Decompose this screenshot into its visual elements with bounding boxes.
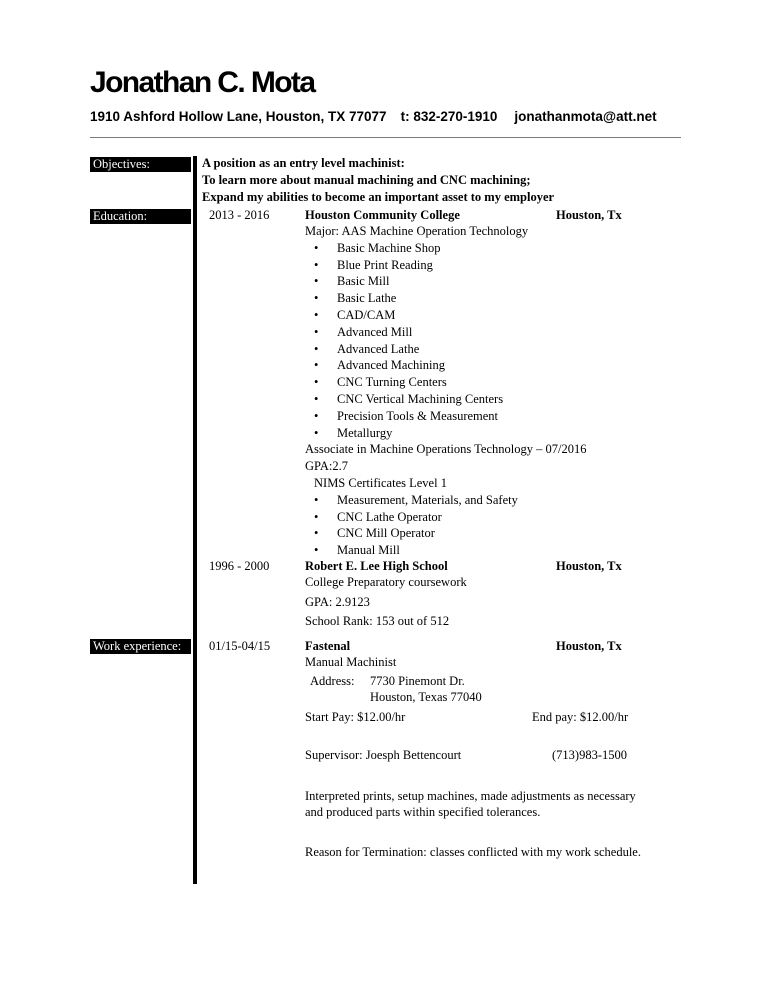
work-experience-label: Work experience:: [90, 639, 191, 654]
nims-list: [305, 492, 725, 559]
start-pay: Start Pay: $12.00/hr: [305, 710, 406, 724]
hcc-dates: 2013 - 2016: [209, 208, 270, 222]
section-vertical-rule: [193, 156, 197, 884]
duties-line: and produced parts within specified tolerances.: [305, 805, 541, 819]
course-item: • Basic Lathe: [305, 290, 725, 307]
applicant-name: Jonathan C. Mota: [90, 66, 315, 99]
nims-title: NIMS Certificates Level 1: [314, 475, 447, 490]
lee-school: Robert E. Lee High School: [305, 559, 448, 573]
course-item: • Basic Machine Shop: [305, 240, 725, 257]
course-item: • Metallurgy: [305, 425, 725, 442]
header-divider: [90, 137, 681, 138]
lee-rank: School Rank: 153 out of 512: [305, 614, 450, 628]
hcc-degree: Associate in Machine Operations Technology – 07/2016: [305, 442, 587, 457]
hcc-school: Houston Community College: [305, 208, 460, 222]
end-pay: End pay: $12.00/hr: [532, 710, 629, 724]
course-list: [305, 240, 725, 442]
work-address-label: Address:: [310, 674, 355, 688]
objectives-block: [202, 155, 554, 205]
nims-item: • Measurement, Materials, and Safety: [305, 492, 725, 509]
lee-location: Houston, Tx: [556, 559, 622, 573]
nims-item: • CNC Mill Operator: [305, 525, 725, 542]
lee-course: College Preparatory coursework: [305, 575, 467, 589]
course-item: • Advanced Lathe: [305, 341, 725, 358]
hcc-location: Houston, Tx: [556, 208, 622, 222]
email-text: jonathanmota@att.net: [514, 109, 657, 124]
work-location: Houston, Tx: [556, 639, 622, 653]
work-company: Fastenal: [305, 639, 351, 653]
education-label: Education:: [90, 209, 191, 224]
supervisor-phone: (713)983-1500: [552, 748, 627, 762]
address-text: 1910 Ashford Hollow Lane, Houston, TX 77077: [90, 109, 387, 124]
hcc-gpa: GPA:2.7: [305, 459, 348, 474]
supervisor: Supervisor: Joesph Bettencourt: [305, 748, 462, 762]
work-address-line2: Houston, Texas 77040: [370, 690, 482, 704]
course-item: • Advanced Mill: [305, 324, 725, 341]
course-item: • CNC Turning Centers: [305, 374, 725, 391]
phone-text: t: 832-270-1910: [400, 109, 498, 124]
nims-item: • Manual Mill: [305, 542, 725, 559]
hcc-major: Major: AAS Machine Operation Technology: [305, 224, 529, 238]
work-dates: 01/15-04/15: [209, 639, 271, 653]
course-item: • Blue Print Reading: [305, 257, 725, 274]
hcc-details: [305, 223, 725, 559]
course-item: • CNC Vertical Machining Centers: [305, 391, 725, 408]
objective-line: A position as an entry level machinist:: [202, 156, 405, 170]
objective-line: Expand my abilities to become an important asset to my employer: [202, 189, 555, 204]
course-item: • Precision Tools & Measurement: [305, 408, 725, 425]
course-item: • Advanced Machining: [305, 357, 725, 374]
course-item: • Basic Mill: [305, 273, 725, 290]
lee-gpa: GPA: 2.9123: [305, 595, 370, 609]
objective-line: To learn more about manual machining and CNC machining;: [202, 172, 531, 187]
objectives-label: Objectives:: [90, 157, 191, 172]
work-address-line1: 7730 Pinemont Dr.: [370, 674, 465, 688]
nims-item: • CNC Lathe Operator: [305, 509, 725, 526]
termination-reason: Reason for Termination: classes conflicted with my work schedule.: [305, 845, 641, 859]
lee-dates: 1996 - 2000: [209, 559, 270, 573]
duties-line: Interpreted prints, setup machines, made adjustments as necessary: [305, 789, 636, 803]
contact-line: [90, 109, 657, 124]
work-title: Manual Machinist: [305, 655, 397, 669]
course-item: • CAD/CAM: [305, 307, 725, 324]
